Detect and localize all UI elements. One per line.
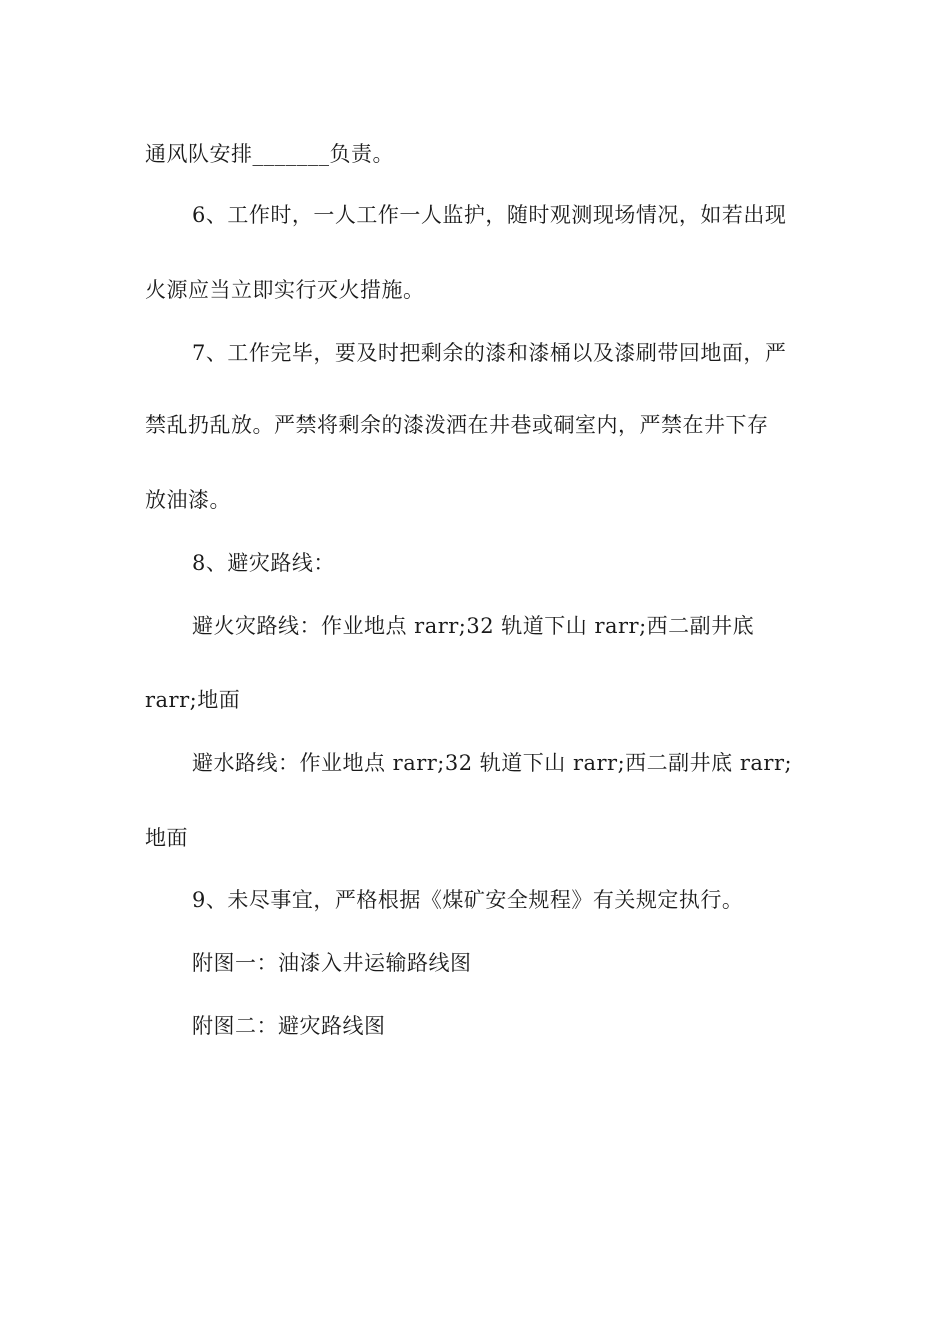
fire-escape-route-line-1: 避火灾路线：作业地点 rarr;32 轨道下山 rarr;西二副井底	[192, 614, 755, 638]
appendix-figure-2: 附图二：避灾路线图	[192, 1014, 386, 1038]
appendix-figure-1: 附图一：油漆入井运输路线图	[192, 951, 472, 975]
paragraph-7-line-3: 放油漆。	[145, 488, 231, 512]
water-escape-route-line-2: 地面	[145, 826, 188, 850]
paragraph-7-line-1: 7、工作完毕，要及时把剩余的漆和漆桶以及漆刷带回地面，严	[192, 341, 787, 365]
paragraph-9: 9、未尽事宜，严格根据《煤矿安全规程》有关规定执行。	[192, 888, 744, 912]
paragraph-5-continuation: 通风队安排_______负责。	[145, 142, 394, 166]
paragraph-8-heading: 8、避灾路线：	[192, 551, 335, 575]
fire-escape-route-line-2: rarr;地面	[145, 688, 241, 712]
paragraph-7-line-2: 禁乱扔乱放。严禁将剩余的漆泼洒在井巷或硐室内，严禁在井下存	[145, 413, 769, 437]
paragraph-6-line-2: 火源应当立即实行灭火措施。	[145, 278, 425, 302]
paragraph-6-line-1: 6、工作时，一人工作一人监护，随时观测现场情况，如若出现	[192, 203, 787, 227]
water-escape-route-line-1: 避水路线：作业地点 rarr;32 轨道下山 rarr;西二副井底 rarr;	[192, 751, 793, 775]
